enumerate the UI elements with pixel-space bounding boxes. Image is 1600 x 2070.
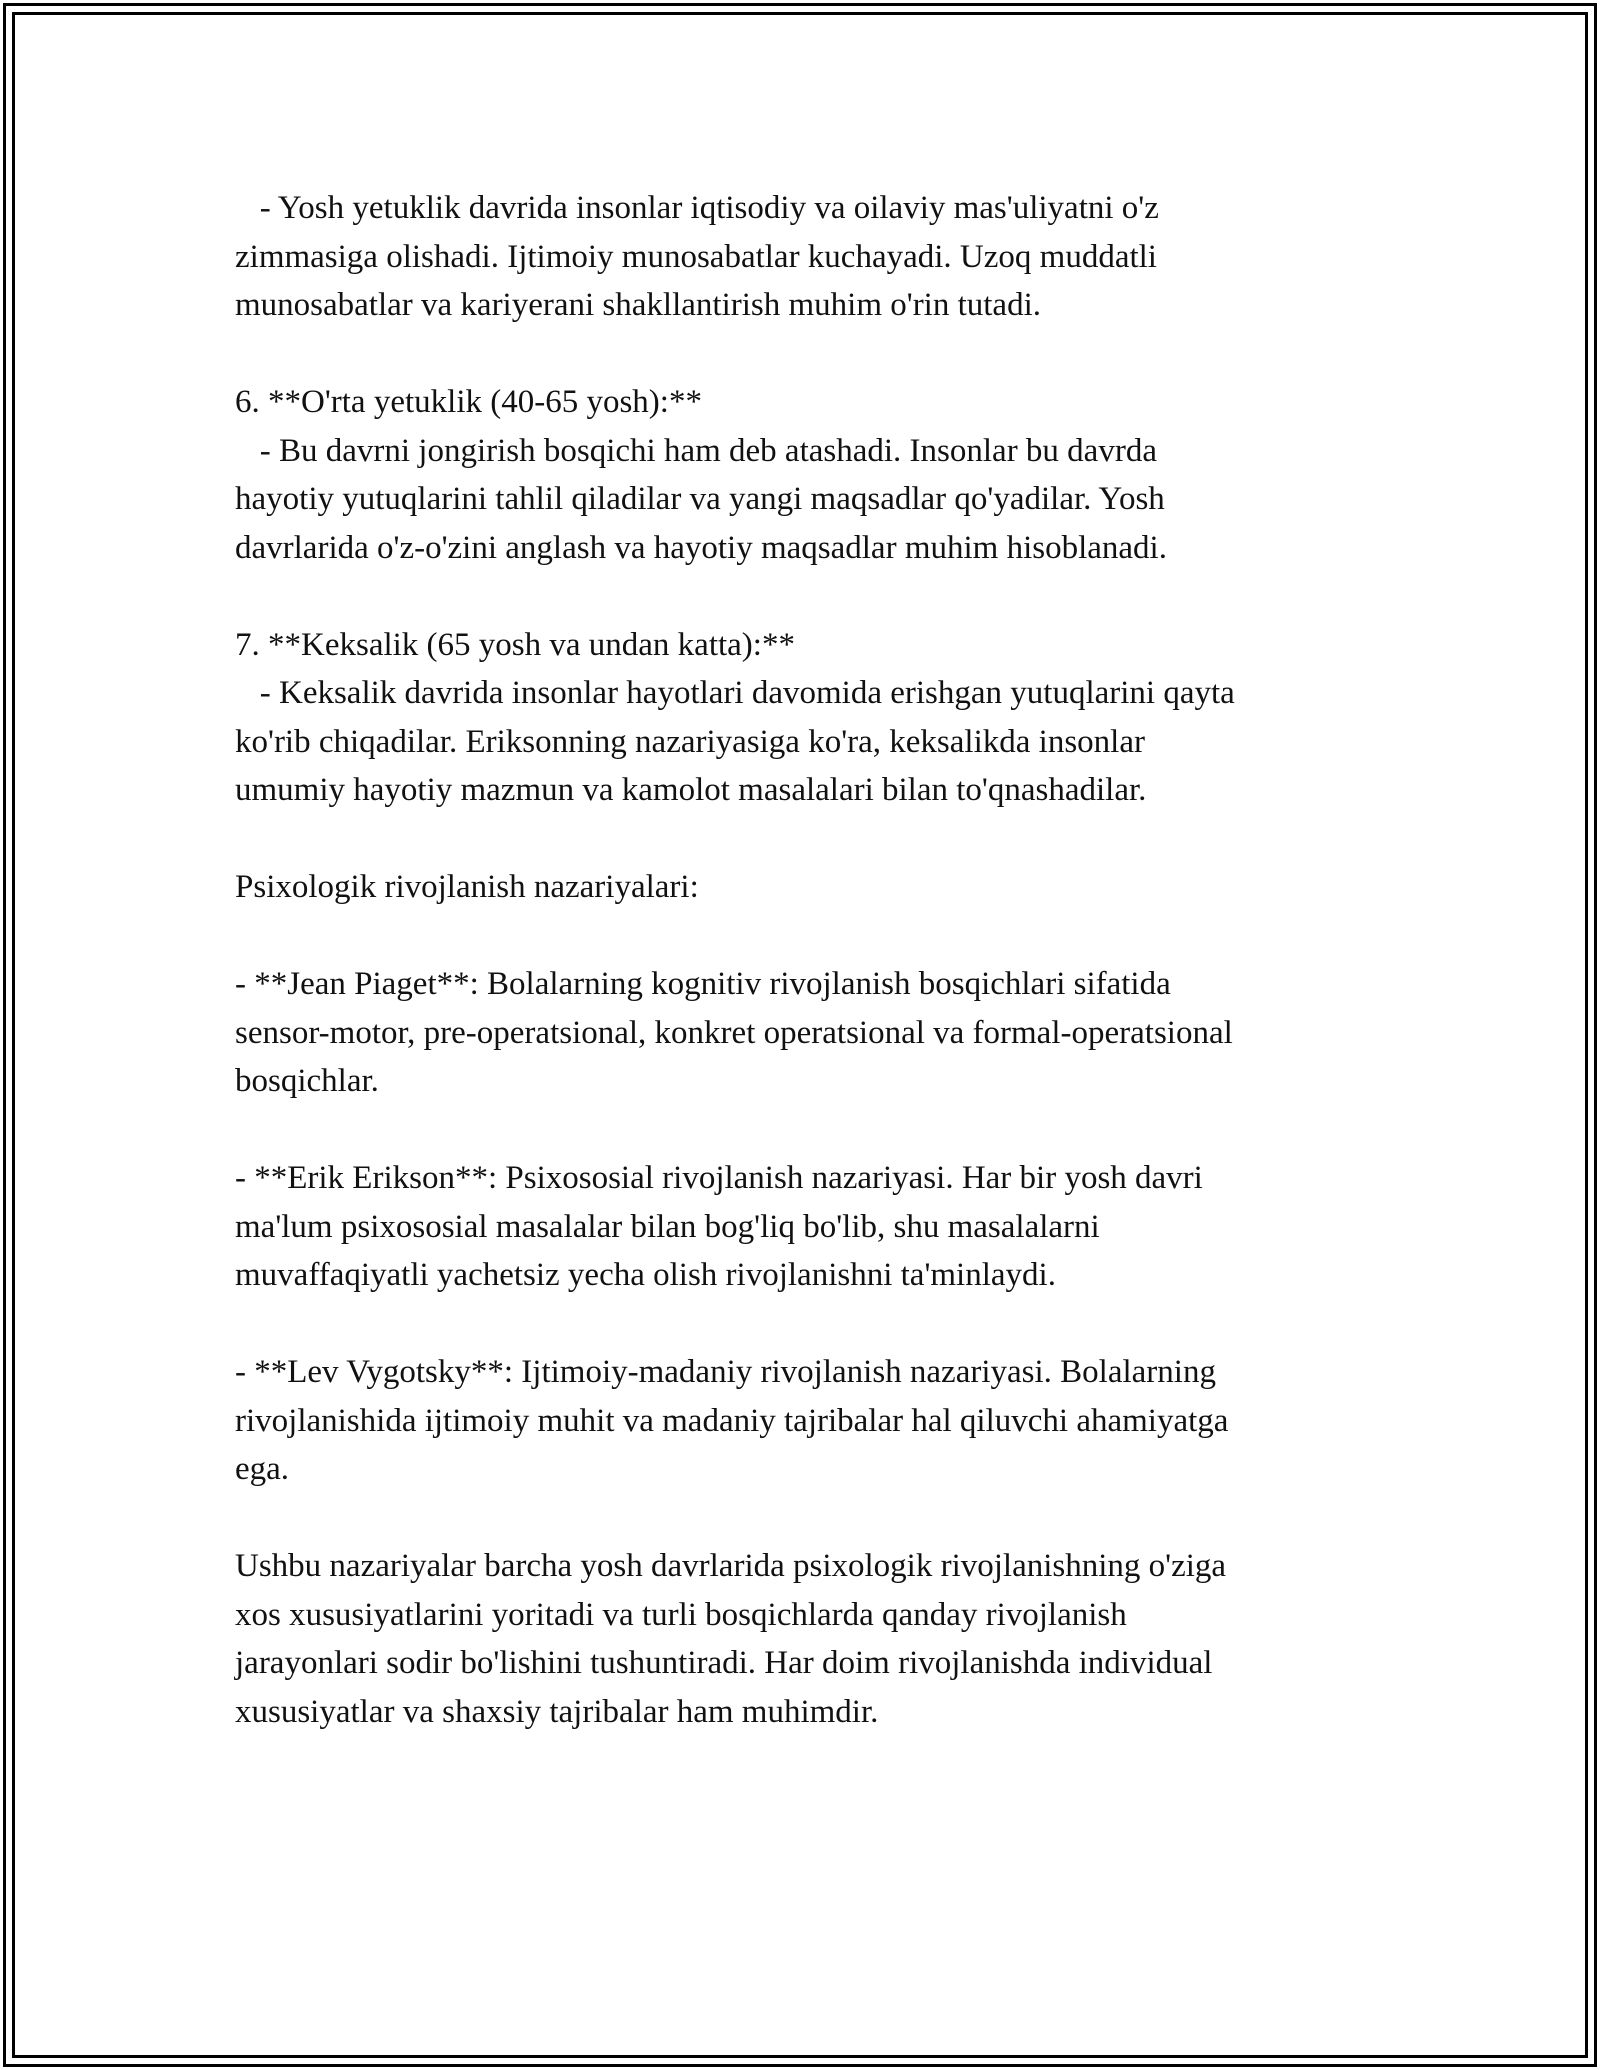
text-line: muvaffaqiyatli yachetsiz yecha olish rivojlanishni ta'minlaydi.	[235, 1257, 1056, 1293]
text-line: zimmasiga olishadi. Ijtimoiy munosabatlar kuchayadi. Uzoq muddatli	[235, 238, 1157, 275]
text-line: - **Erik Erikson**: Psixososial rivojlanish nazariyasi. Har bir yosh davri	[235, 1160, 1203, 1196]
paragraph	[235, 863, 1365, 912]
text-line: - **Jean Piaget**: Bolalarning kognitiv rivojlanish bosqichlari sifatida	[235, 966, 1171, 1002]
text-line: ma'lum psixososial masalalar bilan bog'liq bo'lib, shu masalalarni	[235, 1208, 1100, 1245]
text-line: - Yosh yetuklik davrida insonlar iqtisodiy va oilaviy mas'uliyatni o'z	[235, 190, 1159, 226]
text-line: ega.	[235, 1451, 290, 1487]
paragraph	[235, 1348, 1365, 1494]
paragraph	[235, 1154, 1365, 1300]
text-line: bosqichlar.	[235, 1063, 379, 1099]
text-line: xususiyatlar va shaxsiy tajribalar ham muhimdir.	[235, 1693, 879, 1730]
paragraph	[235, 621, 1365, 815]
paragraph	[235, 378, 1365, 572]
text-line: - Bu davrni jongirish bosqichi ham deb atashadi. Insonlar bu davrda	[235, 432, 1157, 469]
text-line: Psixologik rivojlanish nazariyalari:	[235, 869, 699, 905]
text-line: 6. **O'rta yetuklik (40-65 yosh):**	[235, 384, 702, 420]
document-body	[235, 184, 1365, 1785]
paragraph	[235, 1542, 1365, 1736]
text-line: 7. **Keksalik (65 yosh va undan katta):**	[235, 626, 795, 663]
paragraph	[235, 960, 1365, 1106]
text-line: hayotiy yutuqlarini tahlil qiladilar va yangi maqsadlar qo'yadilar. Yosh	[235, 481, 1165, 517]
text-line: munosabatlar va kariyerani shakllantirish muhim o'rin tutadi.	[235, 287, 1042, 323]
paragraph	[235, 184, 1365, 330]
text-line: rivojlanishida ijtimoiy muhit va madaniy tajribalar hal qiluvchi ahamiyatga	[235, 1402, 1229, 1439]
text-line: umumiy hayotiy mazmun va kamolot masalalari bilan to'qnashadilar.	[235, 772, 1147, 808]
text-line: Ushbu nazariyalar barcha yosh davrlarida psixologik rivojlanishning o'ziga	[235, 1548, 1227, 1584]
text-line: sensor-motor, pre-operatsional, konkret operatsional va formal-operatsional	[235, 1014, 1233, 1051]
text-line: davrlarida o'z-o'zini anglash va hayotiy maqsadlar muhim hisoblanadi.	[235, 529, 1167, 566]
text-line: - Keksalik davrida insonlar hayotlari davomida erishgan yutuqlarini qayta	[235, 675, 1235, 711]
text-line: xos xususiyatlarini yoritadi va turli bosqichlarda qanday rivojlanish	[235, 1596, 1127, 1633]
text-line: jarayonlari sodir bo'lishini tushuntiradi. Har doim rivojlanishda individual	[235, 1645, 1213, 1681]
text-line: - **Lev Vygotsky**: Ijtimoiy-madaniy rivojlanish nazariyasi. Bolalarning	[235, 1354, 1216, 1390]
text-line: ko'rib chiqadilar. Eriksonning nazariyasiga ko'ra, keksalikda insonlar	[235, 723, 1145, 760]
